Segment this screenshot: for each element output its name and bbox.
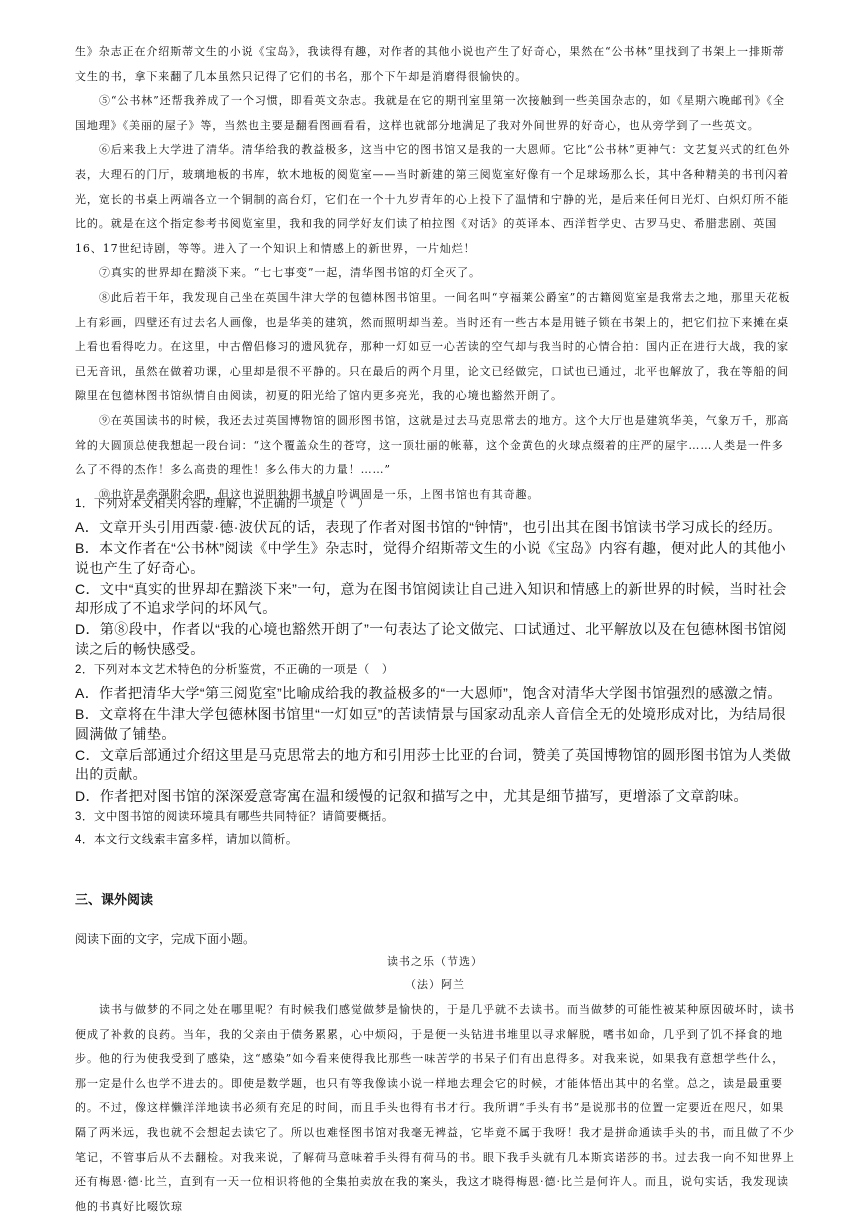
answer-option: D．作者把对图书馆的深深爱意寄寓在温和缓慢的记叙和描写之中，尤其是细节描写，更增添了文章韵味。: [75, 787, 748, 804]
passage-paragraph: ⑦真实的世界却在黯淡下来。“七七事变”一起，清华图书馆的灯全灭了。: [99, 266, 481, 280]
answer-option: A．文章开头引用西蒙·德·波伏瓦的话，表现了作者对图书馆的“钟情”，也引出其在图书馆读书学习成长的经历。: [75, 519, 782, 535]
answer-option: B．文章将在牛津大学包德林图书馆里“一灯如豆”的苦读情景与国家动乱亲人音信全无的处境形成对比，为结局很圆满做了铺垫。: [75, 706, 787, 742]
question-stem: 1．下列对本文相关内容的理解，不正确的一项是（ ）: [75, 498, 370, 510]
passage-paragraph: ⑩也许是牵强附会吧，但这也说明独拥书城自吟调固是一乐，上图书馆也有其奇趣。: [99, 487, 540, 501]
question-item: [75, 806, 795, 829]
answer-option: B．本文作者在“公书林”阅读《中学生》杂志时，觉得介绍斯蒂文生的小说《宝岛》内容有趣，便对此人的其他小说也产生了好奇心。: [75, 540, 787, 576]
section-intro: 阅读下面的文字，完成下面小题。: [75, 932, 256, 946]
passage-paragraph: ⑥后来我上大学进了清华。清华给我的教益极多，这当中它的图书馆又是我的一大恩师。它比“公书林”更神气：文艺复兴式的红色外表，大理石的门厅，玻璃地板的书库，软木地板的阅览室——当时新建的第三阅览室好像有一个足球场那么长，其中各种精美的书刊闪着光，宽长的书桌上两端各立一个铜制的高台灯，它们在一个十九岁青年的心上投下了温情和宁静的光，是后来任何日光灯、白炽灯所不能比的。就是在这个指定参考书阅览室里，我和我的同学好友们读了柏拉图《对话》的英译本、西洋哲学史、古罗马史、希腊悲剧、英国16、17世纪诗剧，等等。进入了一个知识上和情感上的新世界，一片灿烂！: [75, 143, 791, 255]
passage-paragraph: ⑧此后若干年，我发现自己坐在英国牛津大学的包德林图书馆里。一间名叫“亨福莱公爵室”的古籍阅览室是我常去之地，那里天花板上有彩画，四壁还有过去名人画像，也是华美的建筑，然而照明却当差。当时还有一些古本是用链子锁在书架上的，把它们拉下来摊在桌上看也看得吃力。在这里，中古僧侣修习的遗风犹存，那种一灯如豆一心苦读的空气却与我当时的心情合拍：国内正在进行大战，我的家已无音讯，虽然在做着功课，心里却是很不平静的。只在最后的两个月里，论文已经做完，口试也已通过，北平也解放了，我在等船的间隙里在包德林图书馆纵情自由阅读，初夏的阳光给了馆内更多亮光，我的心境也豁然开朗了。: [75, 290, 791, 403]
article-paragraph: 读书与做梦的不同之处在哪里呢？有时候我们感觉做梦是愉快的，于是几乎就不去读书。而当做梦的可能性被某种原因破坏时，读书便成了补救的良药。当年，我的父亲由于债务累累，心中烦闷，于是便一头钻进书堆里以寻求解脱，嗜书如命，几乎到了饥不择食的地步。他的行为使我受到了感染，这“感染”如今看来使得我比那些一味苦学的书呆子们有出息得多。对我来说，如果我有意想学些什么，那一定是什么也学不进去的。即使是数学题，也只有等我像读小说一样地去理会它的时候，才能体悟出其中的名堂。总之，读是最重要的。不过，像这样懒洋洋地读书必须有充足的时间，而且手头也得有书才行。我所谓“手头有书”是说那书的位置一定要近在咫尺，如果隔了两米远，我也就不会想起去读它了。所以也难怪图书馆对我毫无裨益，它毕竟不属于我呀！我才是拼命通读手头的书，而且做了不少笔记，不管事后从不去翻检。对我来说，了解荷马意味着手头得有荷马的书。眼下我手头就有几本斯宾诺莎的书。过去我一向不知世界上还有梅恩·德·比兰，直到有一天一位相识将他的全集拍卖放在我的案头，我这才晓得梅恩·德·比兰是何许人。而且，说句实话，我发现读他的书真好比啜饮琼: [75, 1003, 795, 1213]
answer-option: C．文中“真实的世界却在黯淡下来”一句，意为在图书馆阅读让自己进入知识和情感上的新世界的时候，当时社会却形成了不追求学问的坏风气。: [75, 580, 787, 617]
question-stem: 2．下列对本文艺术特色的分析鉴赏，不正确的一项是（ ）: [75, 664, 394, 677]
answer-option: A．作者把清华大学“第三阅览室”比喻成给我的教益极多的“一大恩师”，饱含对清华大学图书馆强烈的感激之情。: [75, 685, 782, 702]
answer-option: D．第⑧段中，作者以“我的心境也豁然开朗了”一句表达了论文做完、口试通过、北平解放以及在包德林图书馆阅读之后的畅快感受。: [75, 621, 787, 657]
question-item: [75, 493, 795, 659]
answer-option: C．文章后部通过介绍这里是马克思常去的地方和引用莎士比亚的台词，赞美了英国博物馆的圆形图书馆为人类做出的贡献。: [75, 746, 792, 783]
passage-paragraph: ⑨在英国读书的时候，我还去过英国博物馆的圆形图书馆，这就是过去马克思常去的地方。这个大厅也是建筑华美，气象万千，那高耸的大圆顶总使我想起一段台词：“这个覆盖众生的苍穹，这一顶壮丽的帐幕，这个金黄色的火球点缀着的庄严的屋宇……人类是一件多么了不得的杰作！多么高贵的理性！多么伟大的力量！……”: [75, 413, 790, 477]
article-author: （法）阿兰: [405, 978, 465, 991]
passage-paragraph: 生》杂志正在介绍斯蒂文生的小说《宝岛》，我读得有趣，对作者的其他小说也产生了好奇心，果然在“公书林”里找到了书架上一排斯蒂文生的书，拿下来翻了几本虽然只记得了它们的书名，那个下午却是消磨得很愉快的。: [75, 45, 785, 83]
passage-paragraph: ⑤“公书林”还帮我养成了一个习惯，即看英文杂志。我就是在它的期刊室里第一次接触到一些美国杂志的，如《星期六晚邮刊》《全国地理》《美丽的屋子》等，当然也主要是翻看图画看看，这样也就部分地满足了我对外间世界的好奇心，也从旁学到了一些英文。: [75, 94, 785, 132]
article-body: [75, 998, 795, 1219]
question-list: [75, 493, 795, 852]
article-title: 读书之乐（节选）: [387, 955, 483, 968]
question-stem: 4．本文行文线索丰富多样，请加以简析。: [75, 833, 298, 846]
passage-one: [75, 40, 795, 507]
question-stem: 3．文中图书馆的阅读环境具有哪些共同特征？请简要概括。: [75, 810, 394, 823]
section-heading: 三、课外阅读: [75, 892, 154, 907]
question-item: [75, 659, 795, 806]
question-item: [75, 829, 795, 852]
